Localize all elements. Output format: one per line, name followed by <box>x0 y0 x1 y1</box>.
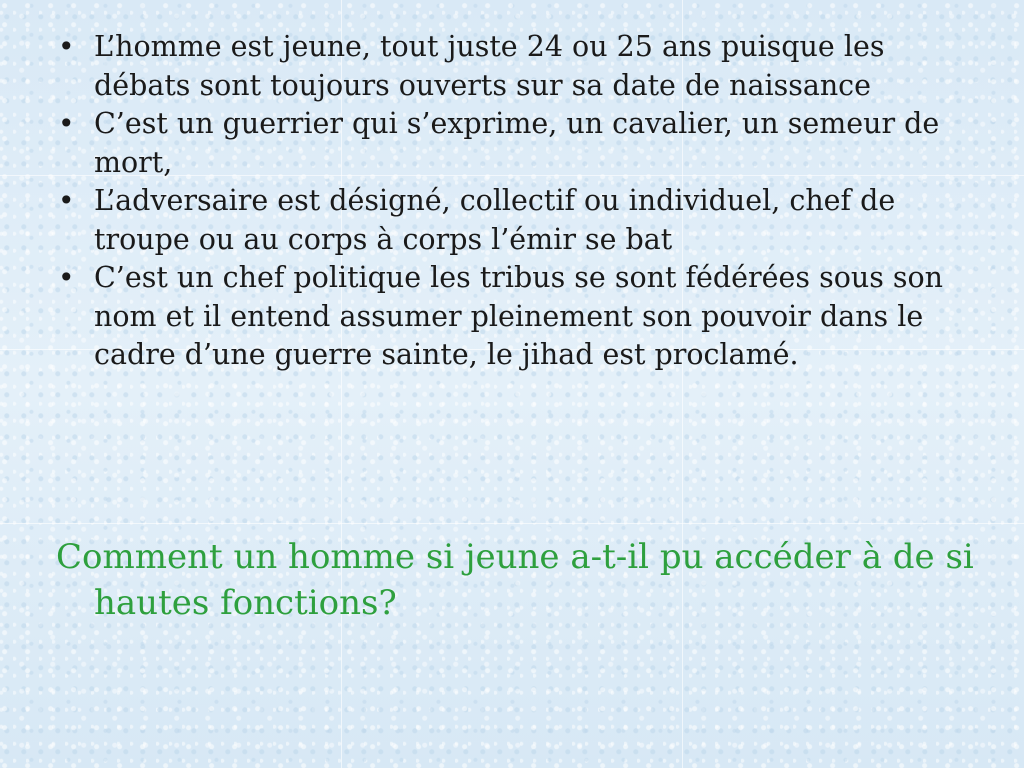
bullet-text: C’est un chef politique les tribus se sont fédérées sous son nom et il entend assumer pleinement son pouvoir dans le cadre d’une guerre sainte, le jihad est proclamé. <box>94 261 944 371</box>
slide-body <box>56 28 956 375</box>
bullet-item <box>56 182 956 259</box>
bullet-text: L’adversaire est désigné, collectif ou individuel, chef de troupe ou au corps à corps l’émir se bat <box>94 184 896 256</box>
bullet-icon: • <box>58 184 75 217</box>
bullet-icon: • <box>58 261 75 294</box>
bullet-item <box>56 105 956 182</box>
bullet-list <box>56 28 956 375</box>
bullet-text: L’homme est jeune, tout juste 24 ou 25 ans puisque les débats sont toujours ouverts sur sa date de naissance <box>94 30 885 102</box>
background-tile-seam <box>0 523 1024 524</box>
bullet-text: C’est un guerrier qui s’exprime, un cavalier, un semeur de mort, <box>94 107 940 179</box>
bullet-item <box>56 28 956 105</box>
bullet-icon: • <box>58 107 75 140</box>
bullet-icon: • <box>58 30 75 63</box>
bullet-item <box>56 259 956 375</box>
question-heading: Comment un homme si jeune a-t-il pu accéder à de si hautes fonctions? <box>56 537 974 623</box>
